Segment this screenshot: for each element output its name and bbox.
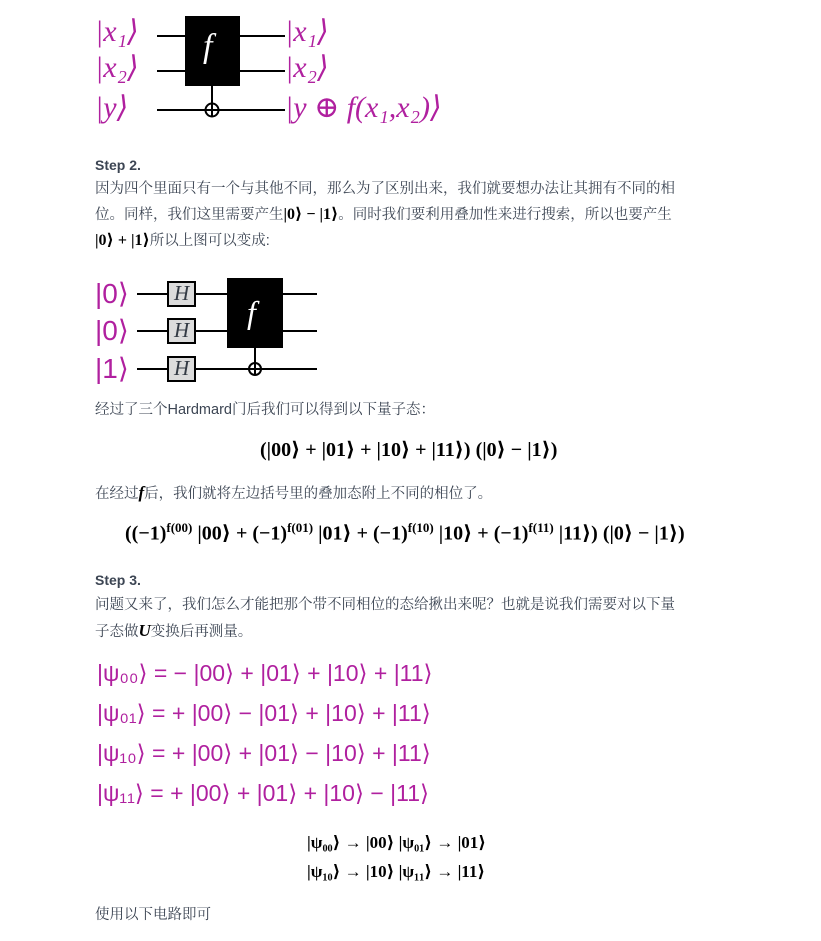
after-f-text-b: 后，我们就将左边括号里的叠加态附上不同的相位了。 xyxy=(144,486,493,502)
footer-text: 使用以下电路即可 xyxy=(95,907,211,923)
oracle-circuit-diagram xyxy=(95,8,442,133)
mapping-row-2: |ψ₁₀⟩ → |10⟩ |ψ₁₁⟩ → |11⟩ xyxy=(307,862,486,881)
psi-state-row xyxy=(97,700,433,740)
input-ket-x2: |x₂⟩ xyxy=(95,51,139,84)
term-ket: |01⟩ xyxy=(318,522,352,545)
term-coef: (−1) xyxy=(373,522,408,545)
term-ket: |11⟩ xyxy=(558,522,592,545)
psi-state-row xyxy=(97,780,433,820)
u-symbol: U xyxy=(138,621,151,640)
step2-line3 xyxy=(95,228,735,254)
psi-lhs: |ψ₀₁⟩ xyxy=(97,700,146,726)
mapping-row-1: |ψ₀₀⟩ → |00⟩ |ψ₀₁⟩ → |01⟩ xyxy=(307,833,487,852)
step3-line2 xyxy=(95,618,735,645)
input-ket-1: |1⟩ xyxy=(95,353,129,384)
oracle-gate-label-2: f xyxy=(247,294,256,330)
term-exponent: f(11) xyxy=(528,520,554,535)
oracle-gate-label: f xyxy=(203,28,213,65)
hadamard-gate-2: H xyxy=(174,318,190,342)
step2-line2-text-a: 位。同样，我们这里需要产生 xyxy=(95,207,284,223)
psi-rhs: = − |00⟩ + |01⟩ + |10⟩ + |11⟩ xyxy=(153,660,433,686)
psi-lhs: |ψ₁₀⟩ xyxy=(97,740,146,766)
hadamard-circuit-wires xyxy=(95,272,335,390)
after-hadamard-text: 经过了三个Hardmard门后我们可以得到以下量子态： xyxy=(95,402,435,418)
term-exponent: f(00) xyxy=(166,520,193,535)
input-ket-0b: |0⟩ xyxy=(95,315,129,346)
step2-line2 xyxy=(95,202,735,228)
hadamard-gate-1: H xyxy=(174,281,190,305)
after-f-text-a: 在经过 xyxy=(95,486,139,502)
psi-lhs: |ψ₀₀⟩ xyxy=(97,660,148,686)
step2-paragraph xyxy=(95,176,735,254)
f-symbol: f xyxy=(138,483,145,502)
phase-equation: ($(-1)^{f(00)}$ |00⟩ + $(-1)^{f(01)}$ |01⟩ + $(-1)^{f(10)}$ |10⟩ + $(-1)^{f(11)}$ |11⟩) (|0⟩ − |1⟩) xyxy=(125,520,685,545)
psi-state-list xyxy=(97,660,433,820)
psi-lhs: |ψ₁₁⟩ xyxy=(97,780,144,806)
term-coef: (−1) xyxy=(131,522,167,545)
term-exponent: f(10) xyxy=(407,520,434,535)
minus-state-math: |0⟩ − |1⟩ xyxy=(283,206,339,223)
output-ket-x1: |x₁⟩ xyxy=(285,15,329,48)
step3-heading: Step 3. xyxy=(95,572,141,588)
psi-state-row xyxy=(97,660,433,700)
step2-heading: Step 2. xyxy=(95,157,141,173)
equation-tail: (|0⟩ − |1⟩) xyxy=(602,522,685,545)
psi-state-row xyxy=(97,740,433,780)
psi-rhs: = + |00⟩ + |01⟩ + |10⟩ − |11⟩ xyxy=(150,780,429,806)
step3-line2-text-b: 变换后再测量。 xyxy=(150,624,253,640)
input-ket-0a: |0⟩ xyxy=(95,278,129,309)
superposition-equation: (|00⟩ + |01⟩ + |10⟩ + |11⟩) (|0⟩ − |1⟩) xyxy=(260,439,558,461)
term-exponent: f(01) xyxy=(287,520,314,535)
term-coef: (−1) xyxy=(252,522,288,545)
term-ket: |00⟩ xyxy=(197,522,231,545)
open-paren: ( xyxy=(125,522,132,545)
input-ket-x1: |x₁⟩ xyxy=(95,15,139,48)
hadamard-oracle-circuit-diagram xyxy=(95,272,335,390)
step2-line1: 因为四个里面只有一个与其他不同，那么为了区别出来，我们就要想办法让其拥有不同的相 xyxy=(95,181,675,197)
term-ket: |10⟩ xyxy=(438,522,473,545)
step2-line2-text-b: 。同时我们要利用叠加性来进行搜索，所以也要产生 xyxy=(338,207,672,223)
psi-rhs: = + |00⟩ − |01⟩ + |10⟩ + |11⟩ xyxy=(152,700,431,726)
step2-line3-text: 所以上图可以变成: xyxy=(149,233,270,249)
output-ket-y-xor: |y ⊕ f(x₁,x₂)⟩ xyxy=(285,91,442,124)
hadamard-gate-3: H xyxy=(174,356,190,380)
output-ket-x2: |x₂⟩ xyxy=(285,51,329,84)
step3-line2-text-a: 子态做 xyxy=(95,624,139,640)
after-f-text xyxy=(95,480,492,507)
step3-line1: 问题又来了，我们怎么才能把那个带不同相位的态给揪出来呢？也就是说我们需要对以下量 xyxy=(95,597,675,613)
term-coef: (−1) xyxy=(493,522,529,545)
psi-rhs: = + |00⟩ + |01⟩ − |10⟩ + |11⟩ xyxy=(152,740,431,766)
plus-state-math: |0⟩ + |1⟩ xyxy=(95,232,150,249)
input-ket-y: |y⟩ xyxy=(95,91,129,124)
step3-paragraph xyxy=(95,592,735,645)
